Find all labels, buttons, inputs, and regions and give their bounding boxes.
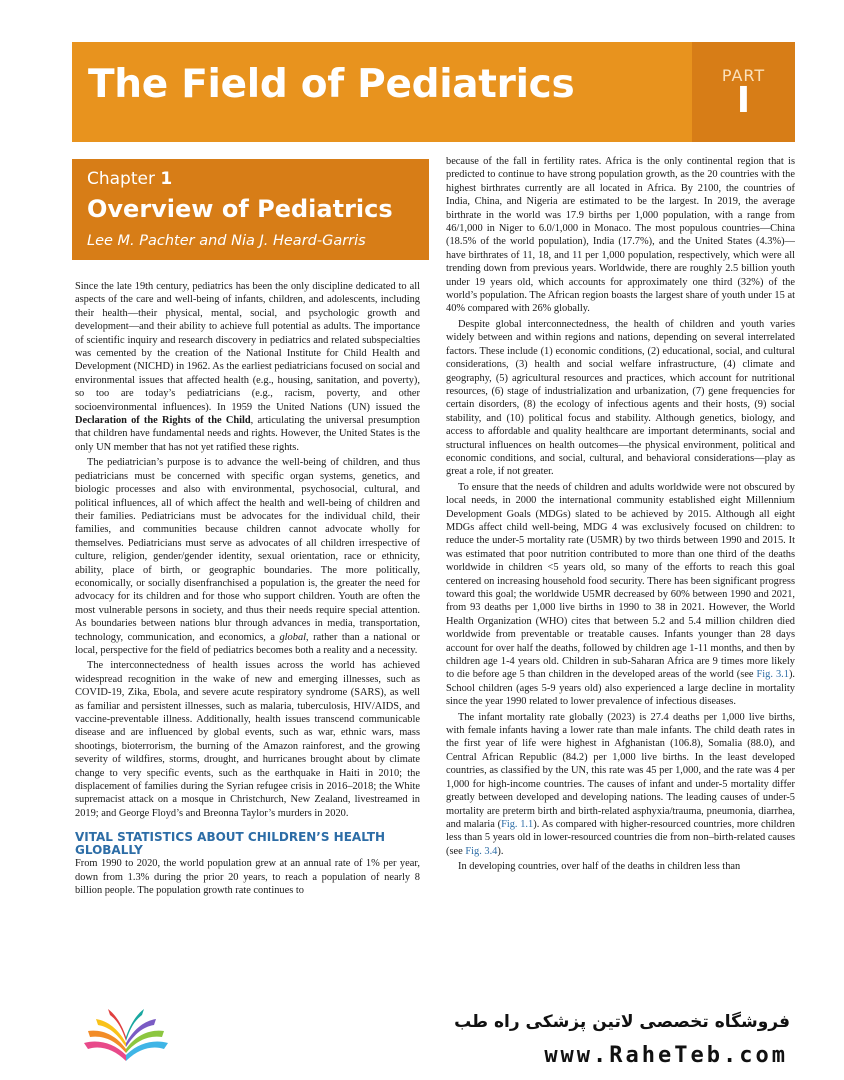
right-text-column [446, 155, 795, 992]
paragraph: From 1990 to 2020, the world population grew at an annual rate of 1% per year, down from 1.3% during the prior 20 years, to reach a population of nearly 8 billion people. The population growth rate continues to [75, 858, 420, 897]
chapter-number: 1 [160, 169, 173, 189]
italic-term: global [279, 631, 307, 643]
figure-link[interactable]: Fig. 3.4 [465, 845, 498, 857]
chapter-label [87, 169, 172, 189]
paragraph: Despite global interconnectedness, the health of children and youth varies widely between and within regions and nations, depending on several interrelated factors. These include (1) economic conditions, (2) educational, social, and cultural considerations, (3) health and social welfare infrastructure, (4) climate and geography, (5) agricultural resources and practices, which account for nutritional resources, (6) stage of industrialization and urbanization, (7) gene frequencies for certain disorders, (8) the ecology of infectious agents and their hosts, (9) social stability, and (10) political focus and stability. Although genetics, biology, and access to affordable and quality healthcare are important determinants, social and structural influences on health outcomes—the physical environment, political and economic conditions, and social, cultural, and behavioral considerations—play as great a role, if not greater. [446, 318, 795, 478]
bold-term: Declaration of the Rights of the Child [75, 415, 251, 427]
chapter-header [72, 159, 429, 260]
store-name: فروشگاه تخصصی لاتین پزشکی راه طب [454, 1012, 790, 1032]
part-label: PART [721, 66, 766, 85]
part-banner [72, 42, 795, 142]
paragraph [446, 481, 795, 709]
text-run: The infant mortality rate globally (2023) is 27.4 deaths per 1,000 live births, with female infants having a lower rate than male infants. The child death rates in the first year of life were highest in Afghanistan (106.8), Somalia (88.0), and Central African Republic (84.2) per 1,000 live births. In the least developed countries, as classified by the UN, this rate was 45 per 1,000, and the rate was 4 per 1,000 for high-income countries. The causes of infant and under-5 mortality differ greatly between developed and developing nations. The leading causes of under-5 mortality are preterm birth and birth-related asphyxia/trauma, pneumonia, diarrhea, and malaria ( [446, 711, 795, 830]
section-heading: VITAL STATISTICS ABOUT CHILDREN’S HEALTH GLOBALLY [75, 830, 386, 858]
paragraph [446, 711, 795, 858]
part-number-box [692, 42, 795, 142]
left-text-column [75, 280, 420, 992]
paragraph: The interconnectedness of health issues across the world has achieved widespread recognition in the wake of new and emerging illnesses, such as COVID-19, Zika, Ebola, and severe acute respiratory syndrome (SARS), as well as familiar and persistent illnesses, such as malaria, tuberculosis, HIV/AIDS, and vaccine-preventable illness. Additionally, health issues transcend communicable disease and are influenced by global events, such as war, ethnic wars, mass shootings, bioterrorism, the burning of the Amazon rainforest, and the growing severity of wildfires, storms, drought, and hurricanes brought about by climate change to very specific events, such as the earthquake in Haiti in 2010; the displacement of families during the Syrian refugee crisis in 2016–2018; the White supremacist attack on a mosque in Christchurch, New Zealand, livestreamed in 2019; and George Floyd’s and Breonna Taylor’s murders in 2020. [75, 660, 420, 819]
book-part-title: The Field of Pediatrics [88, 62, 575, 107]
text-run: ). [497, 845, 504, 857]
chapter-authors: Lee M. Pachter and Nia J. Heard-Garris [87, 233, 366, 249]
paragraph: In developing countries, over half of the deaths in children less than [458, 861, 741, 873]
figure-link[interactable]: Fig. 3.1 [756, 669, 789, 681]
figure-link[interactable]: Fig. 1.1 [501, 818, 534, 830]
paragraph [75, 280, 420, 454]
text-run: , articulating the universal presumption that children have fundamental needs and rights. However, the United States is the only UN member that has not yet ratified these rights. [75, 415, 420, 453]
paragraph: because of the fall in fertility rates. Africa is the only continental region that is predicted to continue to have strong population growth, as the 20 countries with the highest birthrates currently are all located in Africa. By 2100, the countries of India, China, and Nigeria are estimated to be the largest. In 2019, the average birthrate in the world was 17.9 births per 1,000 population, with a range from 46/1,000 in Niger to 6.0/1,000 in Monaco. The most populous countries—China (18.5% of the world population), India (17.7%), and the United States (4.3%)—have birthrates of 11, 18, and 11 per 1,000 population, respectively, which were all trending down from previous years. Worldwide, there are roughly 2.5 billion youth under 19 years old, which accounts for approximately one third (32%) of the world’s population. The African region boasts the largest share of youth under 15 at 40% compared with 26% globally. [446, 156, 795, 315]
text-run: ). School children (ages 5-9 years old) also experienced a large decline in mortality since the year 1990 related to lower prevalence of infectious diseases. [446, 669, 795, 708]
text-run: ). As compared with higher-resourced countries, more children less than 5 years old in lower-resourced countries die from non–birth-related causes (see [446, 818, 795, 857]
text-run: The pediatrician’s purpose is to advance the well-being of children, and thus pediatricians must be concerned with specific organ systems, genetics, and biologic processes and also with environmental, psychosocial, cultural, and political influences, all of which affect the health and well-being of children and their families. Pediatricians must be advocates for the individual child, their families, and communities because children cannot advocate wholly for themselves. Pediatricians must serve as advocates of all children irrespective of culture, religion, gender/gender identity, sexual orientation, race or ethnicity, ability, place of birth, or geographic boundaries. The more politically, economically, or socially disenfranchised a population is, the greater the need for advocacy for its children and for those who support children. Youth are often the most vulnerable persons in society, and thus their needs require special attention. As boundaries between nations blur through advances in media, transportation, technology, communication, and economics, a [75, 457, 420, 643]
part-number: I [736, 80, 751, 121]
text-run: Since the late 19th century, pediatrics has been the only discipline dedicated to all aspects of the care and well-being of infants, children, and adolescents, including their health—their physical, mental, social, and psychologic growth and development—and their ability to achieve full potential as adults. The importance of scientific inquiry and research discovery in pediatrics and related subspecialties was cemented by the creation of the National Institute for Child Health and Development (NICHD) in 1962. As the earliest pediatricians focused on social and environmental issues that affected health (e.g., housing, sanitation, and poverty), so too are today’s pediatricians (e.g., racism, poverty, and other socioenvironmental influences). In 1959 the United Nations (UN) issued the [75, 281, 420, 413]
chapter-title: Overview of Pediatrics [87, 195, 393, 223]
book-logo-icon [78, 1003, 174, 1069]
store-url[interactable]: www.RaheTeb.com [544, 1043, 788, 1068]
chapter-word: Chapter [87, 169, 155, 189]
text-run: , rather than a national or local, perspective for the field of pediatrics becomes both a reality and a necessity. [75, 631, 420, 656]
text-run: To ensure that the needs of children and adults worldwide were not obscured by local needs, in 2000 the international community established eight Millennium Development Goals (MDGs) slated to be achieved by 2015. Although all eight MDGs affect child well-being, MDG 4 was exclusively focused on children: to reduce the under-5 mortality rate (U5MR) by two thirds between 1990 and 2015. It was estimated that poor nutrition contributed to more than one third of the deaths worldwide in children <5 years old, so many of the efforts to reach this goal centered on increasing household food security. There has been significant progress toward this goal; the worldwide U5MR decreased by 60% between 1990 and 2021, from 93 deaths per 1,000 live births in 1990 to 38 in 2021. However, the World Health Organization (WHO) cites that between 5.2 and 5.4 million children died worldwide from preventable or treatable causes. Infants younger than 28 days account for over half the deaths, followed by children age 1-11 months, and then by children age 1-4 years old. Children in sub-Saharan Africa are 9 times more likely to die before age 5 than children in the developed areas of the world (see [446, 481, 795, 681]
paragraph [75, 456, 420, 657]
